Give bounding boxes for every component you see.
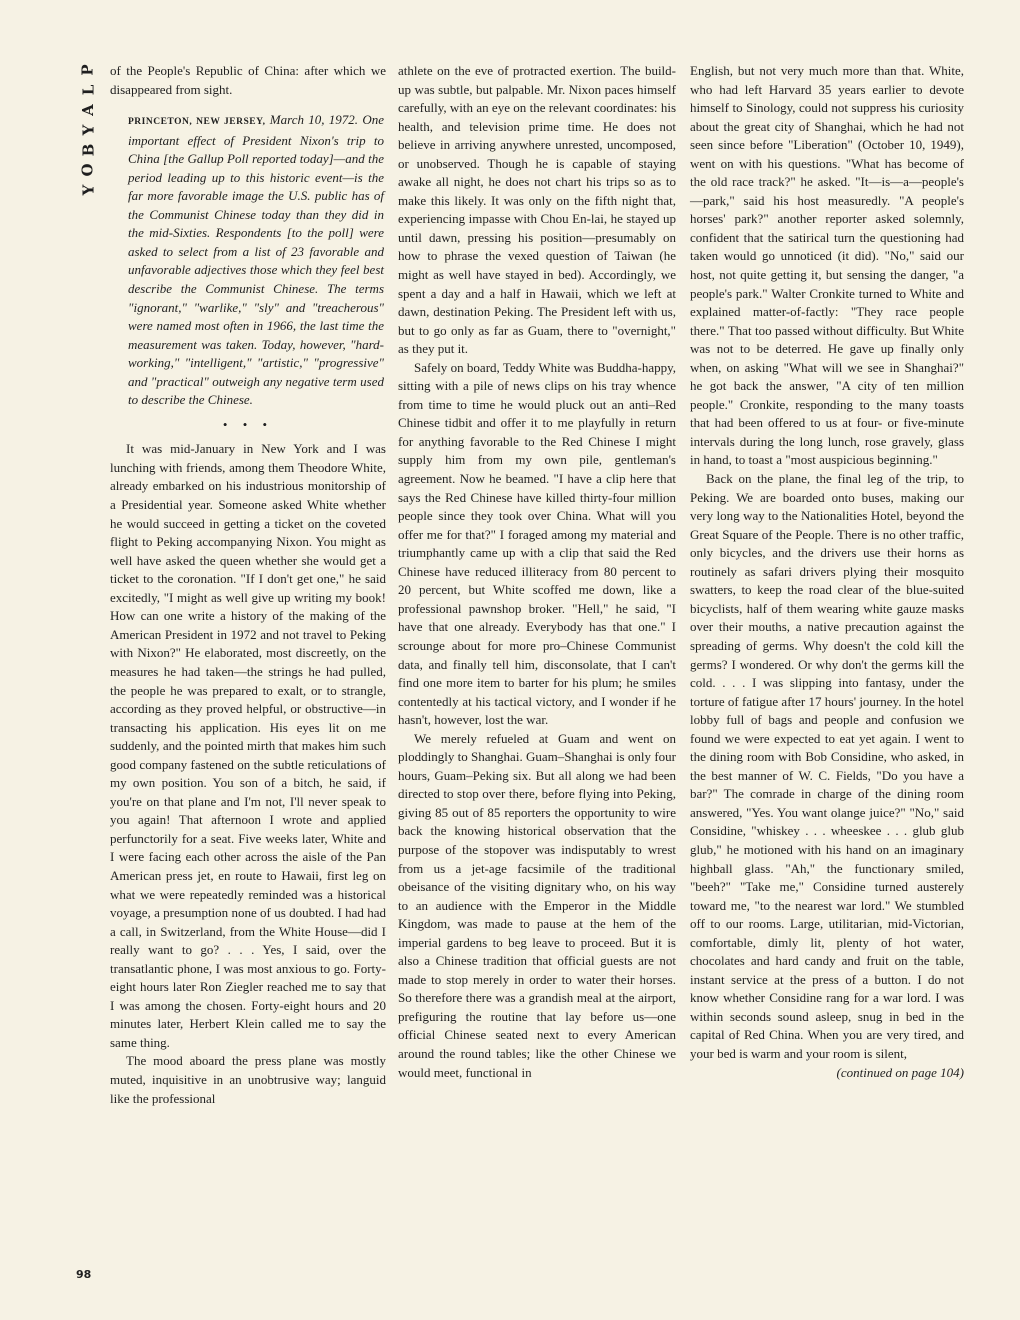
paragraph: athlete on the eve of protracted exertion. The build-up was subtle, but palpable. Mr. Nixon paces himself carefully, with an eye on the relevant coordinates: his health, and television prime time. He does not believe in arriving anywhere unrested, uncomposed, or unobserved. Though he is capable of staying awake all night, he does not chart his trips so as to make this likely. It was only on the fifth night that, experiencing impasse with Chou En-lai, he stayed up until dawn, pressing his position—presumably on how to phrase the vexed question of Taiwan (he might as well have stayed in bed). Accordingly, we spent a day and a half in Hawaii, which we left at dawn, destination Peking. The President left with us, but to go only as far as Guam, there to "overnight," as they put it.	[398, 63, 676, 357]
column-1	[110, 62, 386, 1108]
paragraph: English, but not very much more than that. White, who had left Harvard 35 years earlier to devote himself to Sinology, could not suppress his curiosity about the great city of Shanghai, which he had not seen since before "Liberation" (October 10, 1949), went on with his questions. "What has become of the old race track?" he asked. "It—is—a—people's—park," said his host measuredly. "A people's horses' park?" another reporter asked solemnly, confident that the satirical turn the questioning had taken would go unnoticed (it did). "No," said our host, not quite getting it, but sensing the danger, "a people's park." Walter Cronkite turned to White and explained matter-of-factly: "They race people there." That too passed without difficulty. But White was not to be deterred. He gave up finally only when, on asking "What will we see in Shanghai?" he got back the answer, "A city of ten million people." Cronkite, responding to the many toasts that had been offered to us at four- or five-minute intervals during the long lunch, rose gravely, glass in hand, to toast a "most auspicious beginning."	[690, 63, 964, 468]
paragraph: We merely refueled at Guam and went on ploddingly to Shanghai. Guam–Shanghai is only four hours, Guam–Peking six. But all along we had been directed to stop over there, before flying into Peking, giving 85 out of 85 reporters the opportunity to wire back the knowing historical observation that the purpose of the stopover was indisputably to wrest from us a jet-age facsimile of the traditional obeisance of the visiting dignitary who, on his way to an audience with the Emperor in the Middle Kingdom, was made to pause at the hem of the imperial gardens to beg leave to proceed. But it is also a Chinese tradition that official guests are not made to stop merely in order to water their horses. So therefore there was a grandish meal at the airport, prefiguring the routine that lay before us—one official Chinese seated next to every American around the round tables; like the other Chinese we would meet, functional in	[398, 730, 676, 1080]
masthead-letter: P	[79, 64, 97, 76]
dateline-quote	[128, 111, 386, 410]
dateline-text: March 10, 1972. One important effect of President Nixon's trip to China [the Gallup Poll reported today]—and the period leading up to this historic event—is the far more favorable image the U.S. public has of the Communist Chinese today than they did in the mid-Sixties. Respondents [to the poll] were asked to select from a list of 23 favorable and unfavorable adjectives those which they feel best describe the Communist Chinese. The terms "ignorant," "warlike," "sly" and "treacherous" were named most often in 1966, the last time the measurement was taken. Today, however, "hard-working," "intelligent," "artistic," "progressive" and "practical" outweigh any negative term used to describe the Chinese.	[128, 112, 384, 408]
page-number: 98	[76, 1268, 92, 1281]
dateline-place: PRINCETON, NEW JERSEY,	[128, 117, 266, 128]
continued-note: (continued on page 104)	[836, 1064, 964, 1080]
masthead-letter: Y	[79, 184, 97, 196]
paragraph-continued: of the People's Republic of China: after which we disappeared from sight.	[110, 63, 386, 97]
section-separator: • • •	[222, 416, 274, 432]
paragraph: The mood aboard the press plane was mostly muted, inquisitive in an unobtrusive way; languid like the professional	[110, 1053, 386, 1106]
masthead-letter: B	[79, 143, 97, 157]
masthead-letter: L	[78, 84, 97, 96]
column-3	[690, 62, 964, 1082]
paragraph: Safely on board, Teddy White was Buddha-happy, sitting with a pile of news clips on his tray whence from time to time he would pluck out an anti–Red Chinese tidbit and offer it to me playfully in return for anything favorable to the Red Chinese I might supply him from my own pile, gentleman's agreement. Now he beamed. "I have a clip here that says the Red Chinese have killed thirty-four million people since they took over China. What will you offer me for that?" I foraged among my material and triumphantly came up with a clip that said the Red Chinese have reduced illiteracy from 80 percent to 20 percent, but White scoffed me down, like a professional pawnshop broker. "Hell," he said, "I have that one already. Everybody has that one." I scrounge about for more pro–Chinese Communist data, and finally tell him, disconsolate, that I can't find one more item to barter for his plum; he smiles contentedly at his tactical victory, and I wonder if he hasn't, however, lost the war.	[398, 359, 676, 728]
masthead-letter: Y	[79, 124, 97, 136]
masthead-letter: O	[78, 163, 97, 177]
masthead-letter: A	[78, 104, 97, 116]
paragraph: It was mid-January in New York and I was lunching with friends, among them Theodore White, already embarked on his industrious monitorship of a Presidential year. Someone asked White whether he would succeed in getting a ticket on the coveted flight to Peking accompanying Nixon. You might as well have asked the queen whether she would get a ticket to the coronation. "If I don't get one," he said excitedly, "I might as well give up writing my book! How can one write a history of the making of the American President in 1972 and not travel to Peking with Nixon?" He elaborated, most discreetly, on the measures he had taken—the strings he had pulled, the people he was prepared to exalt, or to strangle, according as they proved helpful, or obstructive—in transacting his application. His eyes lit on me suddenly, and the pointed mirth that makes him such good company fastened on the subtle reticulations of my own position. You son of a bitch, he said, if you're on that plane and I'm not, I'll never speak to you again! That afternoon I wrote and applied perfunctorily for a seat. Five weeks later, White and I were facing each other across the aisle of the Pan American press jet, en route to Hawaii, first leg on what we were repeatedly reminded was a historical voyage, a presumption none of us doubted. I had had a call, in Switzerland, from the White House—did I really want to go? . . . Yes, I said, over the transatlantic phone, I was most anxious to go. Forty-eight hours later Ron Ziegler reached me to say that I was among the chosen. Forty-eight hours and 20 minutes later, Herbert Klein called me to say the same thing.	[110, 441, 386, 1050]
paragraph: Back on the plane, the final leg of the trip, to Peking. We are boarded onto buses, making our very long way to the Nationalities Hotel, beyond the Great Square of the People. There is no other traffic, only bicycles, and the drivers use their horns as routinely as safari drivers plying their mosquito swatters, to keep the road clear of the blue-suited bicyclists, half of them wearing white gauze masks over their mouths, a native precaution against the spreading of germs. Why doesn't the cold kill the germs? I wondered. Or why don't the germs kill the cold. . . . I was slipping into fantasy, under the torture of fatigue after 17 hours' journey. In the hotel lobby full of bags and people and confusion we found we were expected to eat yet again. I went to the dining room with Bob Considine, who asked, in the best manner of W. C. Fields, "Do you have a bar?" The comrade in charge of the dining room answered, "Yes. You want olange juice?" "No," said Considine, "whiskey . . . wheeskee . . . glub glub glub," he motioned with his hand on an imaginary highball glass. "Ah," the functionary smiled, "beeh?" "Take me," Considine turned austerely toward me, "to the nearest war lord." We stumbled off to our rooms. Large, utilitarian, mid-Victorian, comfortable, dimly lit, plenty of hot water, chocolates and hard candy and fruit on the table, instant service at the press of a button. I do not know whether Considine rang for a war lord. I was within seconds sound asleep, snug in bed in the capital of Red China. When you are very tired, and your bed is warm and your room is silent,	[690, 471, 964, 1061]
masthead-playboy	[76, 60, 100, 200]
column-2	[398, 62, 676, 1082]
